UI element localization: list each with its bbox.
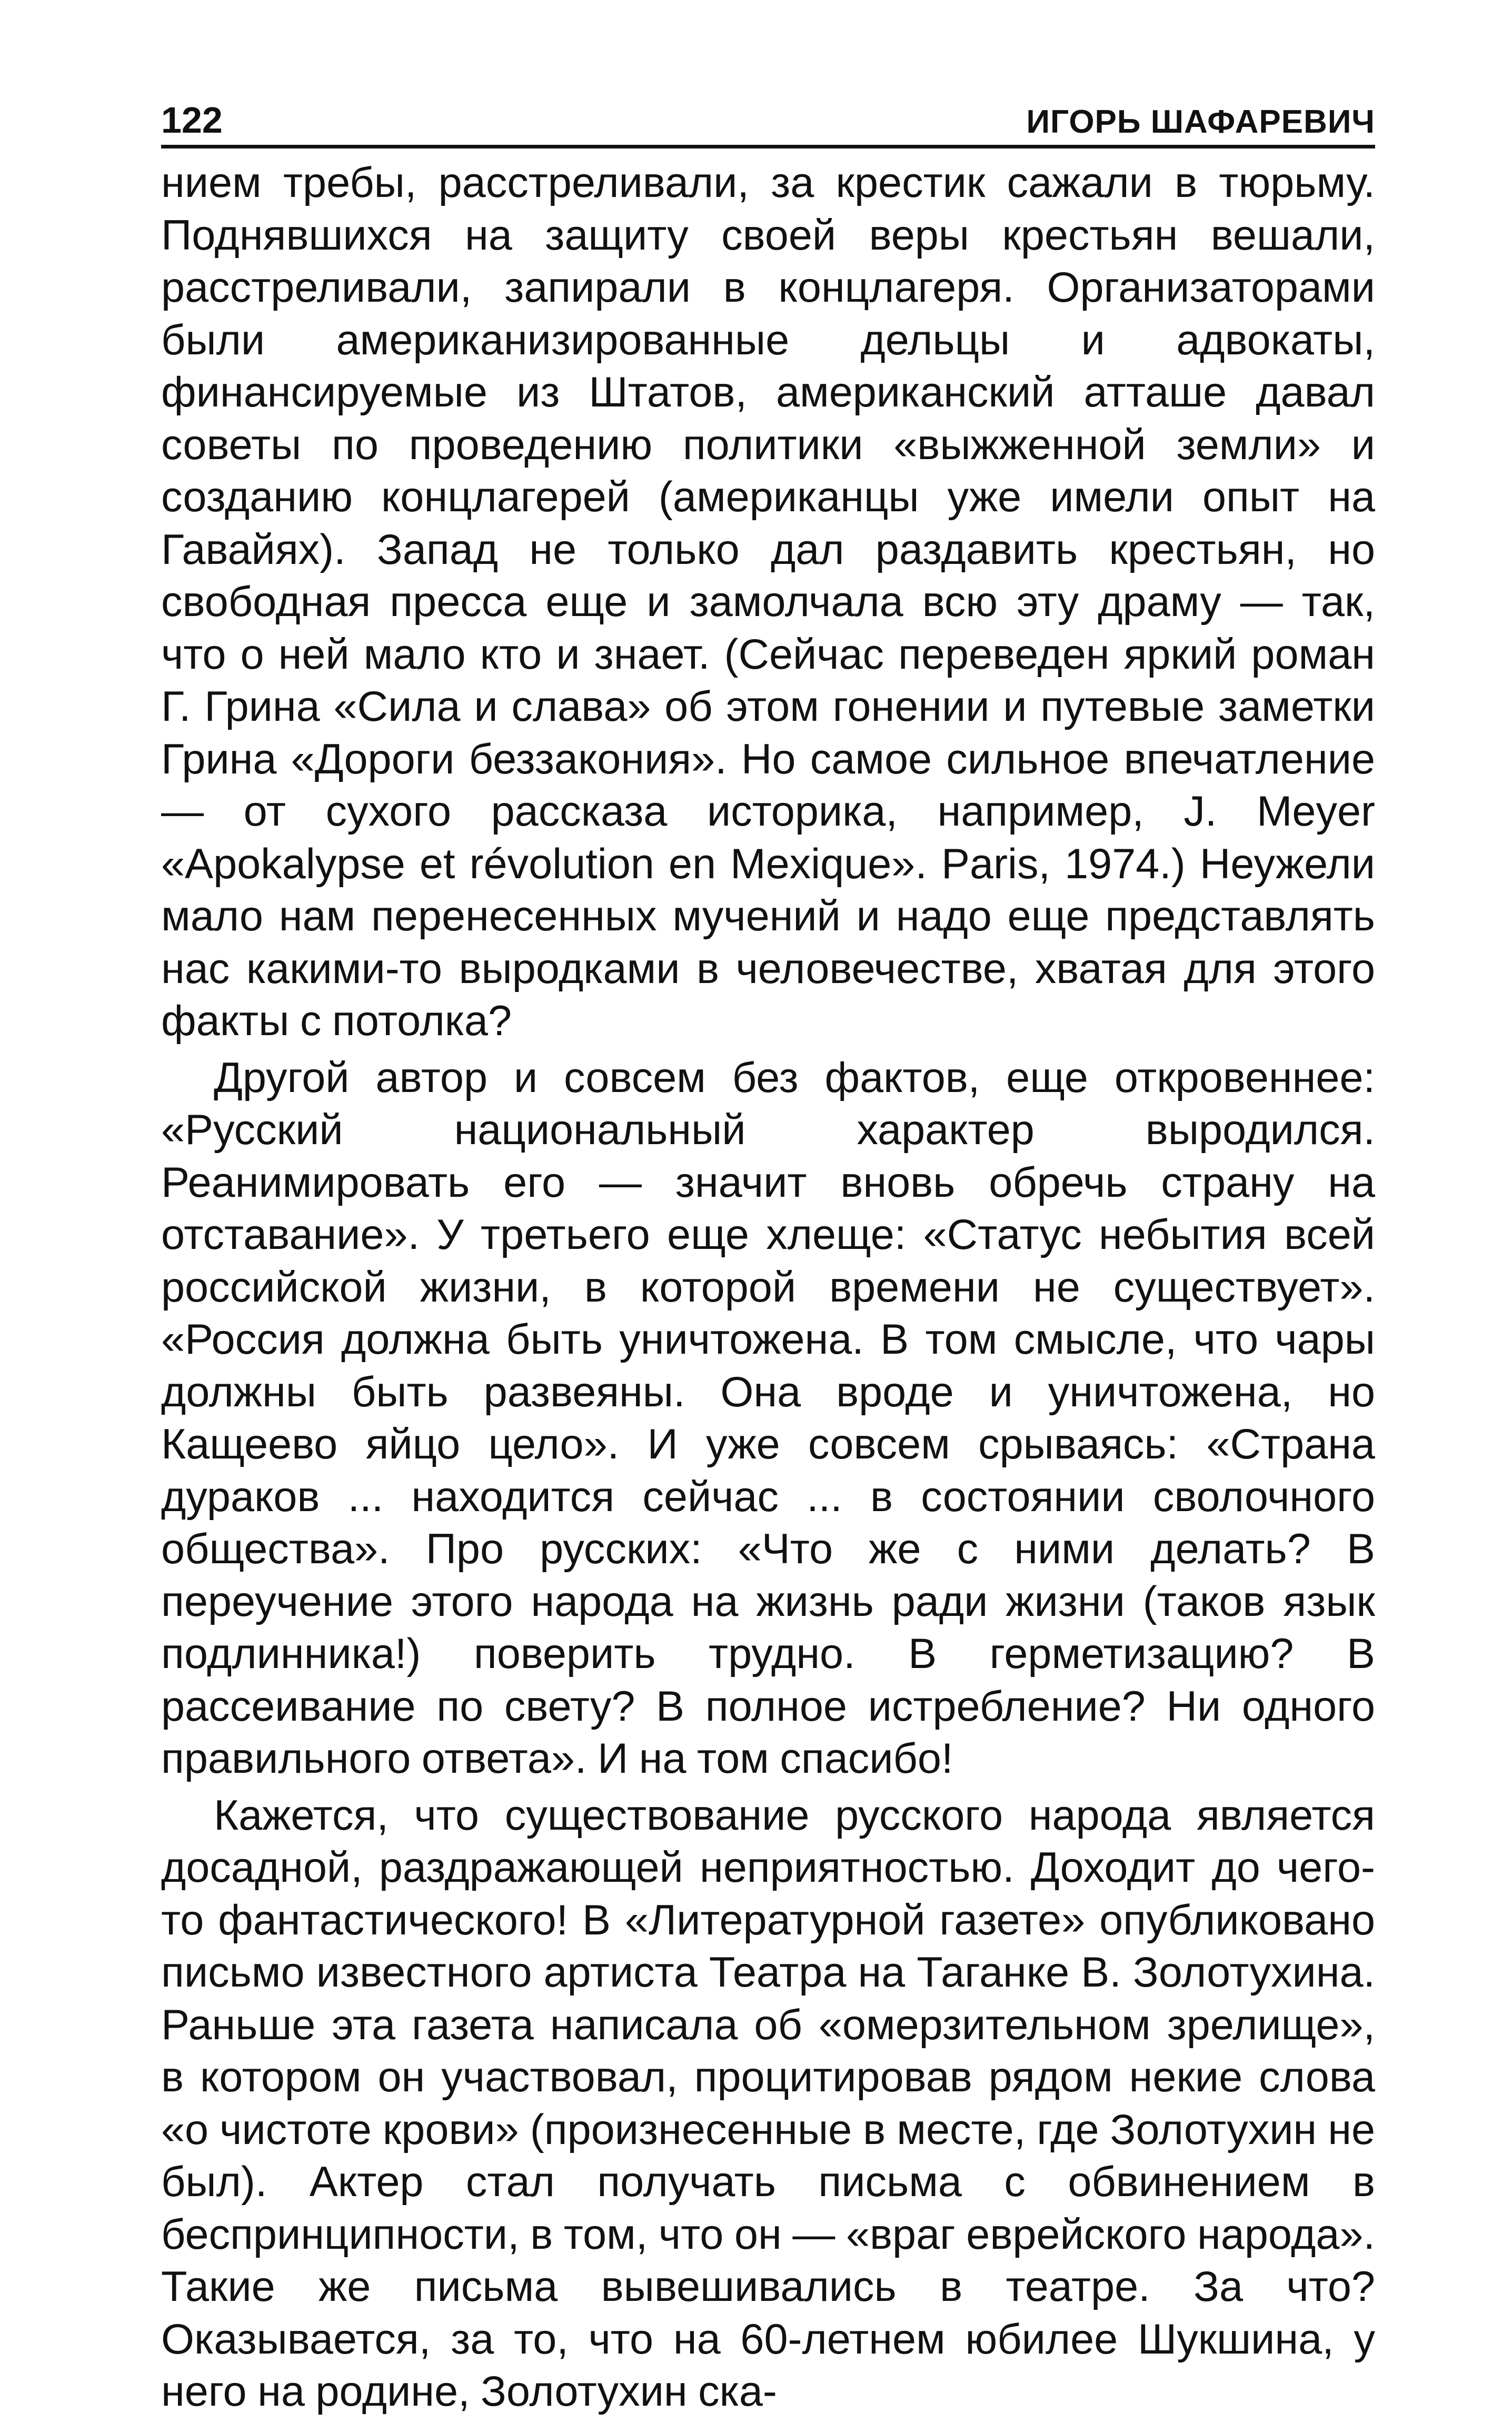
page-number: 122 [161,100,223,141]
body-text [161,157,1375,2418]
paragraph-continuation: нием требы, расстреливали, за крестик сажали в тюрьму. Поднявшихся на защиту своей веры крестьян вешали, расстреливали, запирали в концлагеря. Организаторами были американизированные дельцы и адвокаты, финансируемые из Штатов, американский атташе давал советы по проведению политики «выжженной земли» и созданию концлагерей (американцы уже имели опыт на Гавайях). Запад не только дал раздавить крестьян, но свободная пресса еще и замолчала всю эту драму — так, что о ней мало кто и знает. (Сейчас переведен яркий роман Г. Грина «Сила и слава» об этом гонении и путевые заметки Грина «Дороги беззакония». Но самое сильное впечатление — от сухого рассказа историка, например, J. Meyer «Apokalypse et révolution en Mexique». Paris, 1974.) Неужели мало нам перенесенных мучений и надо еще представлять нас какими-то выродками в человечестве, хватая для этого факты с потолка? [161,159,1375,1045]
paragraph: Кажется, что существование русского народа является досадной, раздражающей неприятностью. Доходит до чего-то фантастического! В «Литературной газете» опубликовано письмо известного артиста Театра на Таганке В. Золотухина. Раньше эта газета написала об «омерзительном зрелище», в котором он участвовал, процитировав рядом некие слова «о чистоте крови» (произнесенные в месте, где Золотухин не был). Актер стал получать письма с обвинением в беспринципности, в том, что он — «враг еврейского народа». Такие же письма вывешивались в театре. За что? Оказывается, за то, что на 60-летнем юбилее Шукшина, у него на родине, Золотухин ска- [161,1791,1375,2415]
running-title: ИГОРЬ ШАФАРЕВИЧ [1026,104,1375,140]
running-head [161,90,1375,148]
book-page [161,90,1375,2418]
paragraph: Другой автор и совсем без фактов, еще откровеннее: «Русский национальный характер выродился. Реанимировать его — значит вновь обречь страну на отставание». У третьего еще хлеще: «Статус небытия всей российской жизни, в которой времени не существует». «Россия должна быть уничтожена. В том смысле, что чары должны быть развеяны. Она вроде и уничтожена, но Кащеево яйцо цело». И уже совсем срываясь: «Страна дураков ... находится сейчас ... в состоянии сволочного общества». Про русских: «Что же с ними делать? В переучение этого народа на жизнь ради жизни (таков язык подлинника!) поверить трудно. В герметизацию? В рассеивание по свету? В полное истребление? Ни одного правильного ответа». И на том спасибо! [161,1054,1375,1782]
